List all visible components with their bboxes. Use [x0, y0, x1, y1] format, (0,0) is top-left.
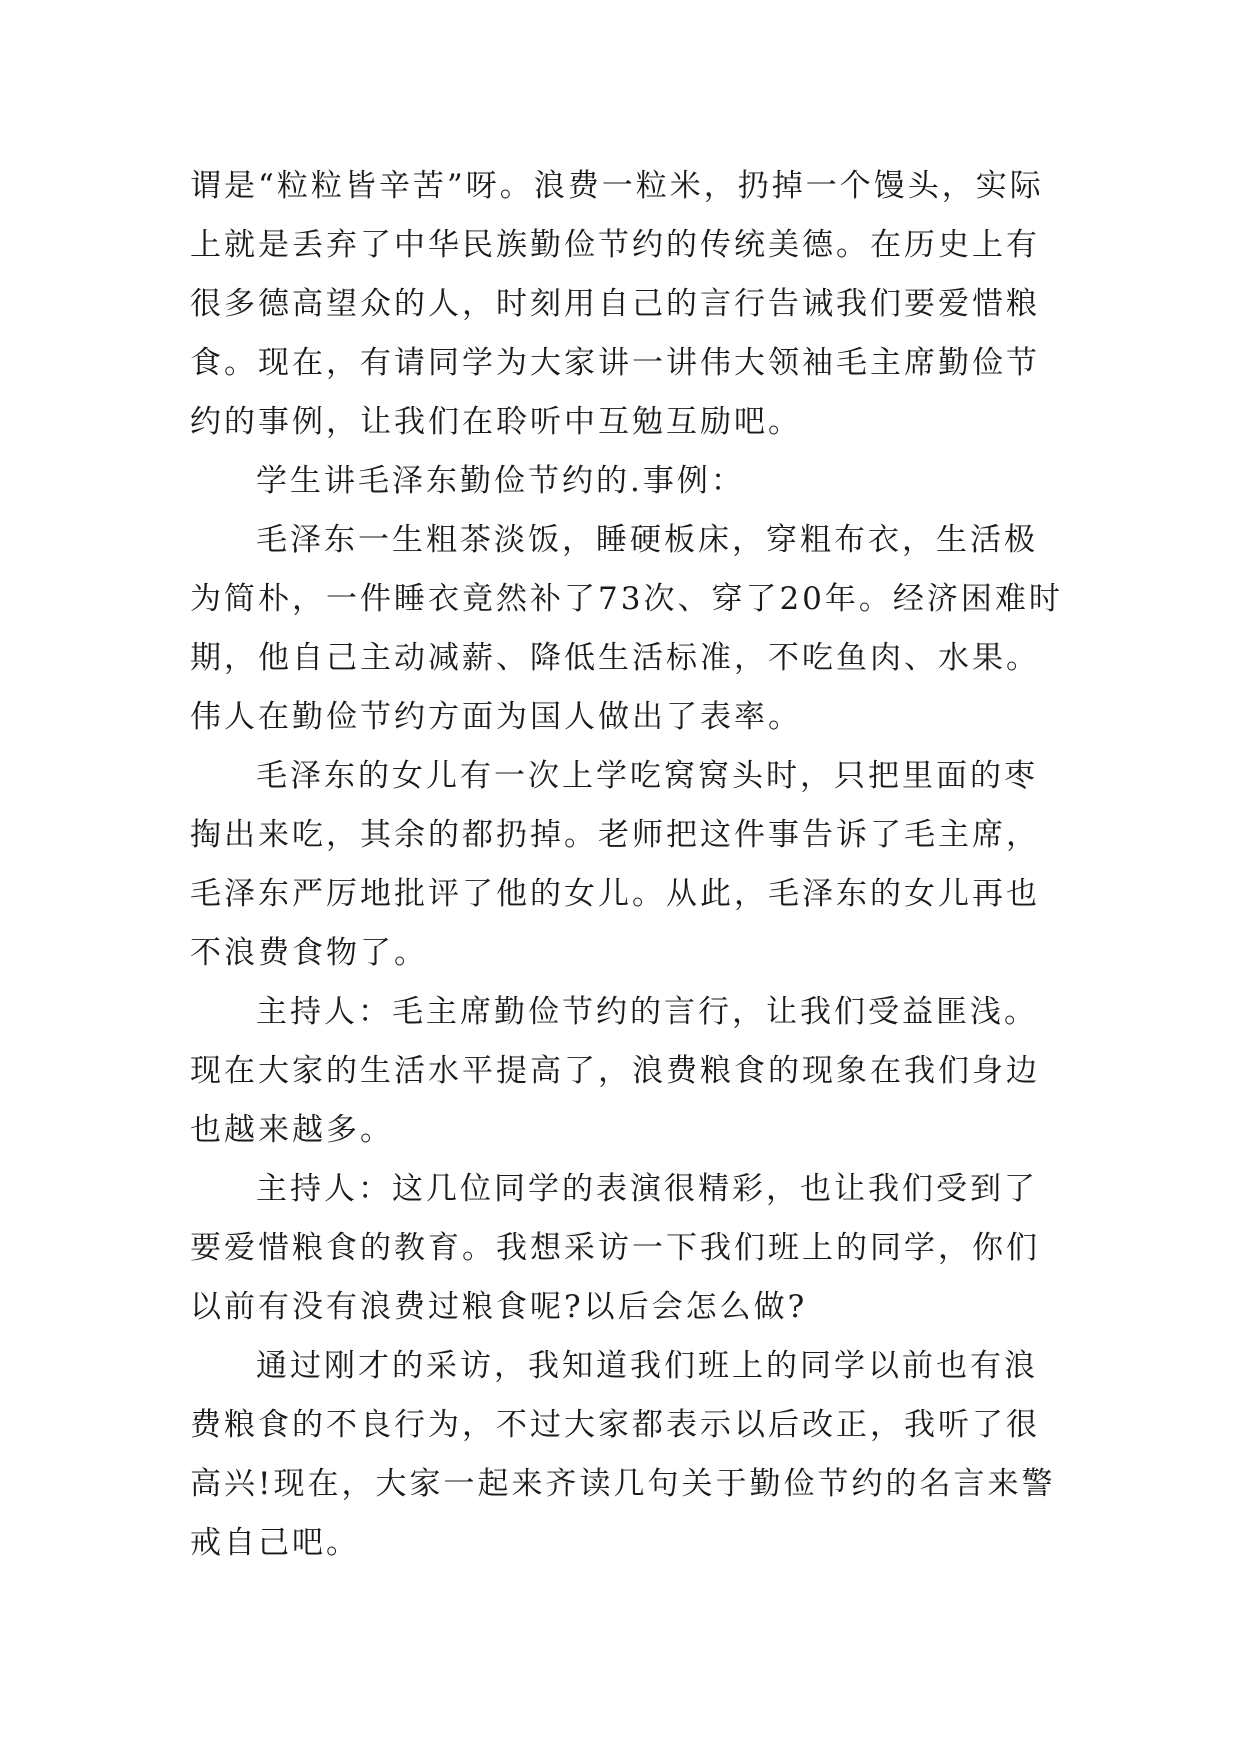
- paragraph-1: 谓是“粒粒皆辛苦”呀。浪费一粒米，扔掉一个馒头，实际上就是丢弃了中华民族勤俭节约的传统美德。在历史上有很多德高望众的人，时刻用自己的言行告诫我们要爱惜粮食。现在，有请同学为大家讲一讲伟大领袖毛主席勤俭节约的事例，让我们在聆听中互勉互励吧。: [190, 168, 1044, 440]
- paragraph-6: 主持人：这几位同学的表演很精彩，也让我们受到了要爱惜粮食的教育。我想采访一下我们班上的同学，你们以前有没有浪费过粮食呢?以后会怎么做?: [190, 1171, 1040, 1325]
- document-body: [190, 157, 1070, 1573]
- paragraph-2: 学生讲毛泽东勤俭节约的.事例：: [256, 463, 745, 499]
- paragraph-5: 主持人：毛主席勤俭节约的言行，让我们受益匪浅。现在大家的生活水平提高了，浪费粮食的现象在我们身边也越来越多。: [190, 994, 1040, 1148]
- paragraph-7: 通过刚才的采访，我知道我们班上的同学以前也有浪费粮食的不良行为，不过大家都表示以后改正，我听了很高兴!现在，大家一起来齐读几句关于勤俭节约的名言来警戒自己吧。: [190, 1348, 1056, 1561]
- paragraph-3: 毛泽东一生粗茶淡饭，睡硬板床，穿粗布衣，生活极为简朴，一件睡衣竟然补了73次、穿了20年。经济困难时期，他自己主动减薪、降低生活标准，不吃鱼肉、水果。伟人在勤俭节约方面为国人做出了表率。: [190, 522, 1063, 735]
- paragraph-4: 毛泽东的女儿有一次上学吃窝窝头时，只把里面的枣掏出来吃，其余的都扔掉。老师把这件事告诉了毛主席，毛泽东严厉地批评了他的女儿。从此，毛泽东的女儿再也不浪费食物了。: [190, 758, 1040, 971]
